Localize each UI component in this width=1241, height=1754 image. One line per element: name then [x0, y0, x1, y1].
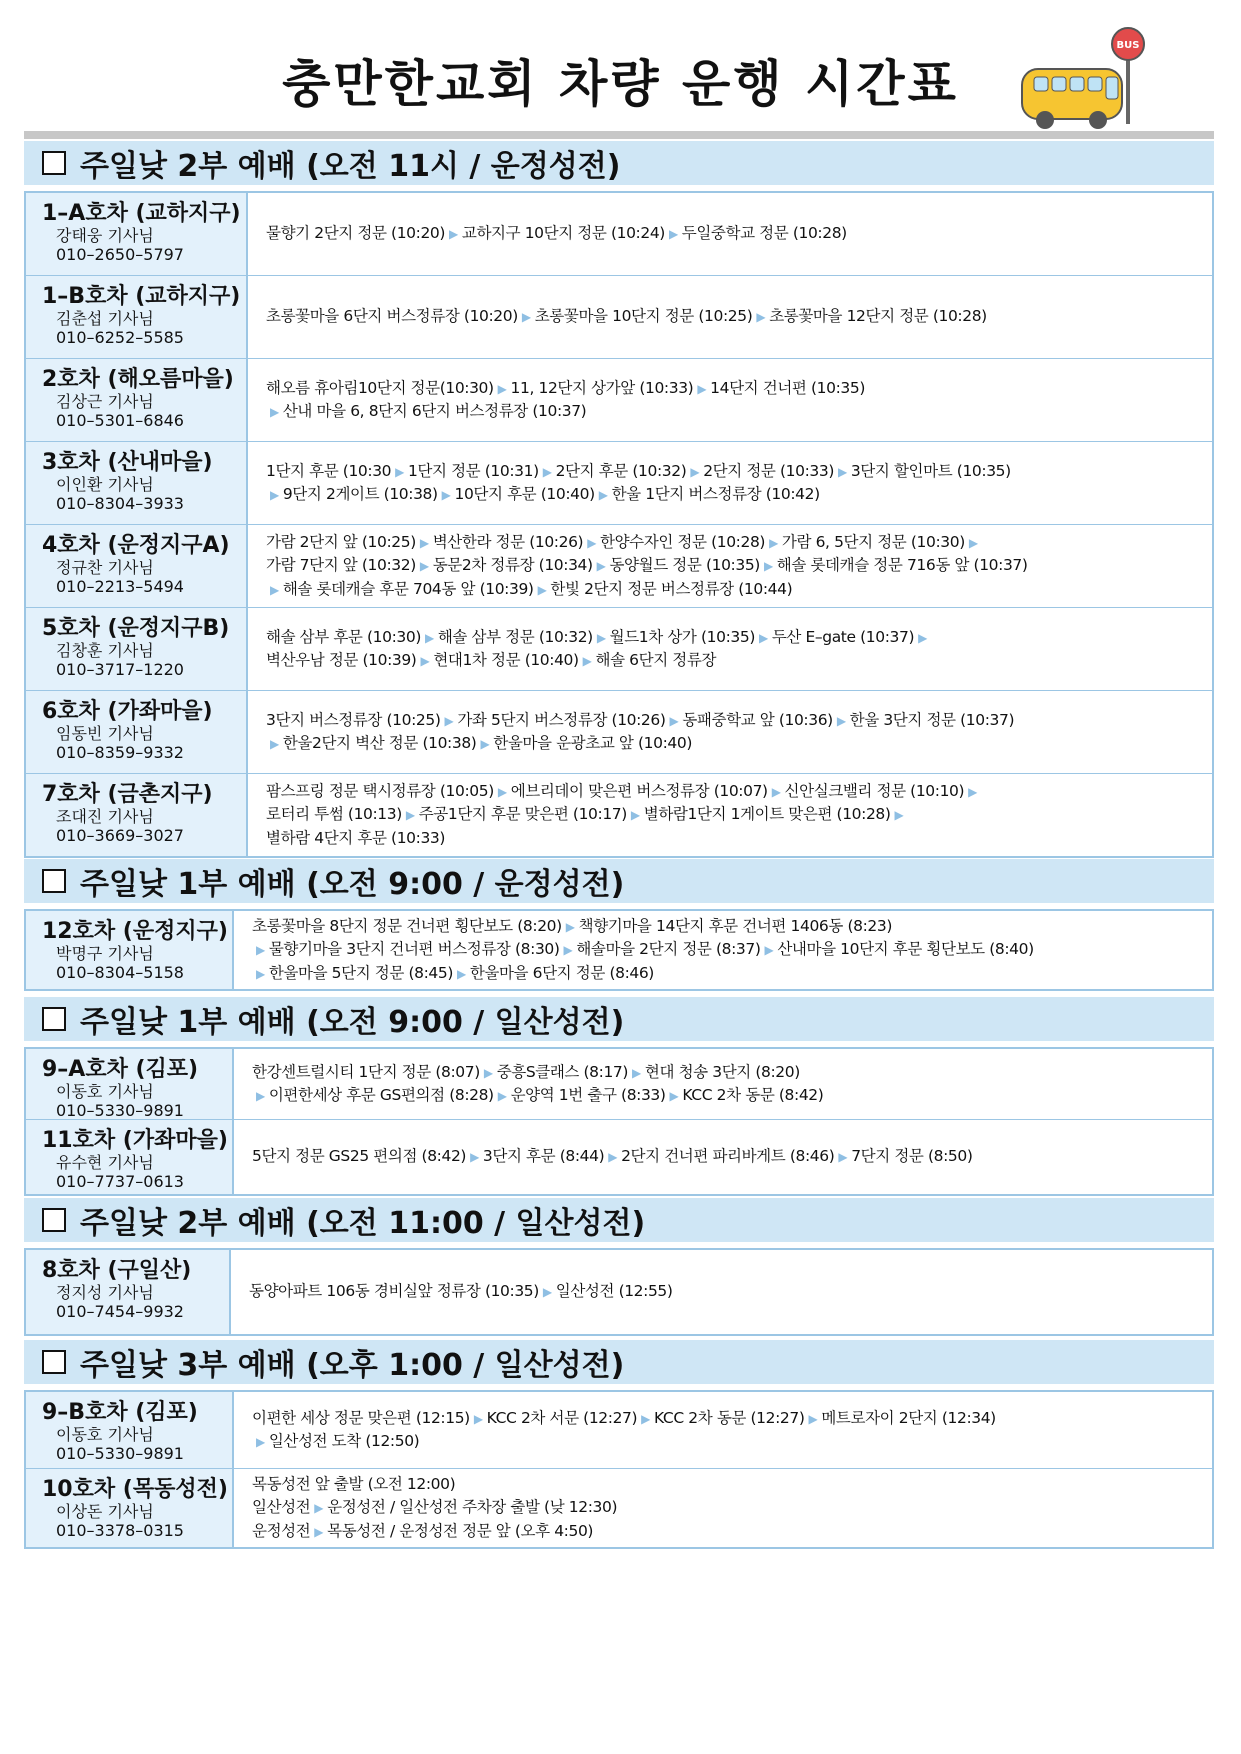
route-stop: 10단지 후문 (10:40) — [454, 485, 595, 503]
arrow-icon: ▶ — [563, 943, 573, 958]
vehicle-name: 7호차 (금촌지구) — [42, 782, 213, 807]
route-stop: 1단지 후문 (10:30 — [266, 461, 392, 480]
route-stop: 한울 1단지 버스정류장 (10:42) — [611, 485, 820, 503]
route-line — [252, 915, 1202, 938]
arrow-icon: ▶ — [968, 536, 978, 551]
driver-name: 유수현 기사님 — [56, 1153, 154, 1172]
route-stops — [248, 608, 1212, 690]
route-stops — [248, 276, 1212, 358]
driver-phone: 010–7454–9932 — [56, 1302, 184, 1321]
vehicle-name: 6호차 (가좌마을) — [42, 699, 213, 724]
route-stop: 가좌 5단지 버스정류장 (10:26) — [457, 710, 666, 729]
route-line — [266, 400, 1202, 423]
vehicle-row — [26, 1250, 1212, 1334]
vehicle-info — [26, 774, 248, 856]
route-stop: 이편한 세상 정문 맞은편 (12:15) — [252, 1408, 470, 1427]
route-stop: 에브리데이 맞은편 버스정류장 (10:07) — [510, 782, 768, 801]
vehicle-row — [26, 442, 1212, 525]
arrow-icon: ▶ — [542, 1285, 552, 1300]
section-heading-text: 주일낮 2부 예배 (오전 11시 / 운정성전) — [80, 149, 621, 184]
section-heading — [24, 1340, 1214, 1384]
checkbox-icon — [42, 869, 66, 893]
route-stop: 2단지 후문 (10:32) — [555, 461, 687, 480]
arrow-icon: ▶ — [473, 1411, 483, 1426]
route-stops — [248, 193, 1212, 275]
driver-name: 강태웅 기사님 — [56, 226, 154, 245]
route-stops — [248, 691, 1212, 773]
route-stop: 메트로자이 2단지 (12:34) — [821, 1408, 996, 1427]
arrow-icon: ▶ — [669, 1089, 679, 1103]
driver-phone: 010–5330–9891 — [56, 1444, 184, 1463]
route-line — [266, 531, 1202, 554]
vehicle-row — [26, 1469, 1212, 1547]
route-stop: 두일중학교 정문 (10:28) — [681, 224, 847, 243]
arrow-icon: ▶ — [587, 536, 597, 551]
arrow-icon: ▶ — [405, 808, 415, 823]
arrow-icon: ▶ — [444, 713, 454, 728]
route-stop: 벽산한라 정문 (10:26) — [432, 533, 584, 552]
vehicle-row — [26, 525, 1212, 608]
vehicle-name: 10호차 (목동성전) — [42, 1477, 228, 1502]
section-heading-text: 주일낮 1부 예배 (오전 9:00 / 일산성전) — [80, 1005, 625, 1040]
route-line — [252, 1084, 1202, 1107]
checkbox-icon — [42, 151, 66, 175]
vehicle-name: 4호차 (운정지구A) — [42, 533, 230, 558]
vehicle-row — [26, 1120, 1212, 1194]
arrow-icon: ▶ — [470, 1150, 479, 1165]
route-stop: 교하지구 10단지 정문 (10:24) — [461, 224, 665, 243]
arrow-icon: ▶ — [424, 630, 434, 645]
route-stop: 산내 마을 6, 8단지 6단지 버스정류장 (10:37) — [282, 402, 587, 420]
arrow-icon: ▶ — [314, 1524, 324, 1539]
arrow-icon: ▶ — [697, 381, 707, 396]
schedule-section — [24, 997, 1214, 1196]
route-stop: 초롱꽃마을 12단지 정문 (10:28) — [769, 307, 987, 326]
driver-name: 박명구 기사님 — [56, 944, 154, 963]
arrow-icon: ▶ — [769, 536, 778, 551]
arrow-icon: ▶ — [836, 713, 846, 728]
route-stops — [248, 774, 1212, 856]
vehicle-info — [26, 1049, 234, 1119]
section-heading-text: 주일낮 2부 예배 (오전 11:00 / 일산성전) — [80, 1206, 646, 1241]
arrow-icon: ▶ — [968, 785, 977, 800]
arrow-icon: ▶ — [497, 381, 507, 396]
arrow-icon: ▶ — [497, 1089, 507, 1103]
section-heading-text: 주일낮 3부 예배 (오후 1:00 / 일산성전) — [80, 1348, 625, 1383]
route-stop: 월드1차 상가 (10:35) — [609, 627, 755, 646]
route-stop: KCC 2차 동문 (12:27) — [654, 1408, 805, 1427]
route-stop: 해솔 삼부 후문 (10:30) — [266, 627, 421, 646]
driver-name: 조대진 기사님 — [56, 807, 154, 826]
driver-name: 이동호 기사님 — [56, 1082, 154, 1101]
vehicle-table — [24, 191, 1214, 858]
route-stop: 책향기마을 14단지 후문 건너편 1406동 (8:23) — [578, 917, 892, 936]
route-line — [252, 1496, 1202, 1519]
route-stop: 초롱꽃마을 8단지 정문 건너편 횡단보도 (8:20) — [252, 917, 562, 936]
schedule-section — [24, 1198, 1214, 1336]
route-stop: 일산성전 (12:55) — [555, 1282, 673, 1301]
route-line — [252, 1061, 1202, 1084]
section-heading — [24, 1198, 1214, 1242]
route-stops — [234, 1049, 1212, 1119]
route-stop: 3단지 후문 (8:44) — [482, 1147, 605, 1166]
route-stop: 한울마을 운광초교 앞 (10:40) — [493, 734, 692, 752]
arrow-icon: ▶ — [270, 737, 279, 751]
vehicle-table — [24, 1248, 1214, 1336]
checkbox-icon — [42, 1208, 66, 1232]
route-line — [252, 1473, 1202, 1496]
route-stop: 로터리 투썸 (10:13) — [266, 805, 402, 824]
arrow-icon: ▶ — [542, 464, 552, 479]
route-line — [266, 732, 1202, 755]
route-stop: 한양수자인 정문 (10:28) — [600, 533, 766, 552]
route-stop: 현대 청송 3단지 (8:20) — [644, 1062, 800, 1081]
arrow-icon: ▶ — [256, 943, 265, 958]
route-stop: 목동성전 / 운정성전 정문 앞 (오후 4:50) — [327, 1521, 594, 1540]
route-stop: 해솔 삼부 정문 (10:32) — [437, 627, 593, 646]
arrow-icon: ▶ — [763, 559, 773, 574]
route-stops — [231, 1250, 1212, 1334]
route-stop: 해솔 롯데캐슬 후문 704동 앞 (10:39) — [282, 579, 534, 598]
vehicle-info — [26, 193, 248, 275]
section-heading — [24, 859, 1214, 903]
route-line — [266, 305, 1202, 328]
arrow-icon: ▶ — [596, 630, 606, 645]
route-stop: 가람 7단지 앞 (10:32) — [266, 556, 416, 575]
arrow-icon: ▶ — [270, 405, 279, 419]
arrow-icon: ▶ — [596, 559, 606, 574]
vehicle-info — [26, 1392, 234, 1468]
arrow-icon: ▶ — [314, 1501, 324, 1516]
route-stops — [234, 1392, 1212, 1468]
vehicle-name: 1–B호차 (교하지구) — [42, 284, 241, 309]
route-stop: 두산 E–gate (10:37) — [771, 627, 915, 646]
arrow-icon: ▶ — [497, 785, 507, 800]
driver-phone: 010–3669–3027 — [56, 826, 184, 845]
driver-name: 이인환 기사님 — [56, 475, 154, 494]
checkbox-icon — [42, 1350, 66, 1374]
route-line — [252, 962, 1202, 985]
route-stop: 한강센트럴시티 1단지 정문 (8:07) — [252, 1062, 480, 1081]
route-line — [252, 938, 1202, 961]
driver-phone: 010–5330–9891 — [56, 1101, 184, 1120]
vehicle-row — [26, 1049, 1212, 1120]
arrow-icon: ▶ — [521, 310, 531, 325]
section-heading — [24, 141, 1214, 185]
route-stop: 운정성전 — [252, 1521, 311, 1540]
route-stop: 한울2단지 벽산 정문 (10:38) — [282, 734, 477, 752]
route-line — [266, 649, 1202, 672]
driver-phone: 010–3717–1220 — [56, 660, 184, 679]
route-stop: 14단지 건너편 (10:35) — [710, 378, 865, 397]
vehicle-name: 3호차 (산내마을) — [42, 450, 213, 475]
arrow-icon: ▶ — [537, 582, 547, 597]
route-stop: 산내마을 10단지 후문 횡단보도 (8:40) — [777, 940, 1034, 959]
vehicle-name: 2호차 (해오름마을) — [42, 367, 234, 392]
route-stop: KCC 2차 동문 (8:42) — [682, 1086, 824, 1104]
vehicle-name: 1–A호차 (교하지구) — [42, 201, 241, 226]
arrow-icon: ▶ — [759, 630, 768, 645]
route-stop: 한울 3단지 정문 (10:37) — [849, 710, 1015, 729]
arrow-icon: ▶ — [256, 966, 265, 981]
driver-phone: 010–8304–5158 — [56, 963, 184, 982]
section-heading-text: 주일낮 1부 예배 (오전 9:00 / 운정성전) — [80, 867, 625, 902]
route-line — [266, 626, 1202, 649]
arrow-icon: ▶ — [668, 227, 678, 242]
vehicle-row — [26, 1392, 1212, 1469]
route-stop: 해솔 롯데캐슬 정문 716동 앞 (10:37) — [776, 556, 1028, 575]
arrow-icon: ▶ — [582, 654, 592, 668]
driver-phone: 010–5301–6846 — [56, 411, 184, 430]
driver-name: 김창훈 기사님 — [56, 641, 154, 660]
route-line — [252, 1145, 1202, 1168]
driver-name: 김춘섭 기사님 — [56, 309, 154, 328]
route-line — [266, 377, 1202, 400]
route-stop: 벽산우남 정문 (10:39) — [266, 651, 417, 669]
route-stop: 2단지 건너편 파리바게트 (8:46) — [621, 1147, 835, 1166]
vehicle-info — [26, 525, 248, 607]
route-stop: 동양아파트 106동 경비실앞 정류장 (10:35) — [249, 1282, 539, 1301]
route-stop: KCC 2차 서문 (12:27) — [486, 1408, 638, 1427]
schedule-section — [24, 1340, 1214, 1549]
route-stop: 7단지 정문 (8:50) — [851, 1147, 973, 1166]
route-stop: 11, 12단지 상가앞 (10:33) — [510, 378, 694, 397]
vehicle-info — [26, 1469, 234, 1547]
driver-name: 이상돈 기사님 — [56, 1502, 154, 1521]
vehicle-info — [26, 1250, 231, 1334]
arrow-icon: ▶ — [808, 1411, 818, 1426]
driver-phone: 010–6252–5585 — [56, 328, 184, 347]
route-stop: 현대1차 정문 (10:40) — [433, 651, 579, 669]
vehicle-name: 12호차 (운정지구) — [42, 919, 228, 944]
arrow-icon: ▶ — [771, 785, 781, 800]
route-stop: 중흥S클래스 (8:17) — [496, 1062, 629, 1081]
route-stop: 물향기 2단지 정문 (10:20) — [266, 224, 446, 243]
driver-phone: 010–7737–0613 — [56, 1172, 184, 1191]
route-stops — [234, 1120, 1212, 1194]
driver-name: 임동빈 기사님 — [56, 724, 154, 743]
route-stop: 2단지 정문 (10:33) — [703, 461, 834, 480]
arrow-icon: ▶ — [838, 464, 847, 479]
arrow-icon: ▶ — [270, 488, 279, 502]
arrow-icon: ▶ — [483, 1065, 493, 1080]
route-line — [266, 709, 1202, 732]
route-stops — [248, 525, 1212, 607]
arrow-icon: ▶ — [419, 559, 429, 574]
vehicle-row — [26, 193, 1212, 276]
vehicle-name: 5호차 (운정지구B) — [42, 616, 230, 641]
route-stop: 3단지 할인마트 (10:35) — [850, 461, 1011, 480]
arrow-icon: ▶ — [480, 737, 490, 751]
page-title: 충만한교회 차량 운행 시간표 — [282, 55, 959, 113]
route-stop: 주공1단지 후문 맞은편 (10:17) — [418, 805, 627, 824]
section-heading — [24, 997, 1214, 1041]
arrow-icon: ▶ — [894, 808, 904, 823]
driver-name: 이동호 기사님 — [56, 1425, 154, 1444]
route-stops — [234, 911, 1212, 989]
route-line — [252, 1520, 1202, 1543]
route-stop: 초롱꽃마을 10단지 정문 (10:25) — [534, 307, 753, 326]
vehicle-info — [26, 442, 248, 524]
arrow-icon: ▶ — [395, 464, 404, 479]
arrow-icon: ▶ — [420, 654, 430, 668]
driver-phone: 010–2213–5494 — [56, 577, 184, 596]
arrow-icon: ▶ — [598, 488, 608, 502]
arrow-icon: ▶ — [608, 1150, 618, 1165]
driver-phone: 010–3378–0315 — [56, 1521, 184, 1540]
arrow-icon: ▶ — [690, 464, 700, 479]
route-line — [266, 483, 1202, 506]
route-stops — [234, 1469, 1212, 1547]
route-line — [266, 222, 1202, 245]
vehicle-info — [26, 276, 248, 358]
bus-sign-text: BUS — [1116, 40, 1140, 51]
route-stop: 팜스프링 정문 택시정류장 (10:05) — [266, 782, 494, 801]
route-stop: 해솔마을 2단지 정문 (8:37) — [576, 940, 761, 959]
route-stop: 가람 2단지 앞 (10:25) — [266, 533, 416, 552]
vehicle-name: 9–A호차 (김포) — [42, 1057, 199, 1082]
vehicle-row — [26, 774, 1212, 856]
arrow-icon: ▶ — [565, 920, 575, 935]
arrow-icon: ▶ — [256, 1089, 265, 1103]
arrow-icon: ▶ — [256, 1435, 265, 1449]
arrow-icon: ▶ — [456, 966, 466, 981]
route-line — [266, 578, 1202, 601]
vehicle-row — [26, 359, 1212, 442]
arrow-icon: ▶ — [419, 536, 429, 551]
route-stop: 해오름 휴아림10단지 정문(10:30) — [266, 378, 494, 397]
vehicle-info — [26, 911, 234, 989]
arrow-icon: ▶ — [838, 1150, 848, 1165]
vehicle-row — [26, 911, 1212, 989]
vehicle-info — [26, 359, 248, 441]
route-line — [266, 554, 1202, 577]
route-stop: 3단지 버스정류장 (10:25) — [266, 710, 441, 729]
route-stops — [248, 359, 1212, 441]
driver-phone: 010–8359–9332 — [56, 743, 184, 762]
route-stop: 별하람 4단지 후문 (10:33) — [266, 828, 446, 847]
route-line — [266, 780, 1202, 803]
vehicle-info — [26, 691, 248, 773]
route-stop: 목동성전 앞 출발 (오전 12:00) — [252, 1475, 456, 1494]
route-stop: 동문2차 정류장 (10:34) — [432, 556, 593, 575]
route-line — [249, 1280, 1202, 1303]
arrow-icon: ▶ — [641, 1411, 650, 1426]
vehicle-name: 9–B호차 (김포) — [42, 1400, 198, 1425]
route-stop: 운정성전 / 일산성전 주차장 출발 (낮 12:30) — [327, 1498, 618, 1517]
arrow-icon: ▶ — [764, 943, 774, 958]
route-stop: 물향기마을 3단지 건너편 버스정류장 (8:30) — [268, 940, 560, 959]
route-stop: 5단지 정문 GS25 편의점 (8:42) — [252, 1147, 467, 1166]
arrow-icon: ▶ — [449, 227, 458, 242]
vehicle-name: 8호차 (구일산) — [42, 1258, 192, 1283]
vehicle-table — [24, 1047, 1214, 1196]
arrow-icon: ▶ — [630, 808, 640, 823]
route-line — [252, 1430, 1202, 1453]
driver-name: 정지성 기사님 — [56, 1283, 154, 1302]
route-stop: 가람 6, 5단지 정문 (10:30) — [781, 533, 965, 552]
route-stop: 운양역 1번 출구 (8:33) — [510, 1086, 666, 1104]
route-stop: 한울마을 6단지 정문 (8:46) — [469, 963, 654, 982]
route-stop: 9단지 2게이트 (10:38) — [282, 485, 438, 503]
route-line — [266, 460, 1202, 483]
schedule-section — [24, 141, 1214, 858]
vehicle-table — [24, 1390, 1214, 1549]
arrow-icon: ▶ — [270, 582, 279, 597]
checkbox-icon — [42, 1007, 66, 1031]
route-line — [266, 803, 1202, 826]
route-stop: 신안실크밸리 정문 (10:10) — [784, 782, 965, 801]
route-stop: 일산성전 도착 (12:50) — [268, 1432, 420, 1450]
route-stop: 초롱꽃마을 6단지 버스정류장 (10:20) — [266, 307, 518, 326]
arrow-icon: ▶ — [918, 630, 927, 645]
route-stop: 한울마을 5단지 정문 (8:45) — [268, 963, 453, 982]
vehicle-table — [24, 909, 1214, 991]
route-stops — [248, 442, 1212, 524]
route-stop: 해솔 6단지 정류장 — [595, 651, 717, 669]
route-line — [252, 1407, 1202, 1430]
driver-phone: 010–8304–3933 — [56, 494, 184, 513]
route-stop: 동패중학교 앞 (10:36) — [682, 710, 833, 729]
vehicle-name: 11호차 (가좌마을) — [42, 1128, 228, 1153]
route-stop: 동양월드 정문 (10:35) — [609, 556, 760, 575]
route-stop: 별하람1단지 1게이트 맞은편 (10:28) — [643, 805, 891, 824]
driver-name: 김상근 기사님 — [56, 392, 154, 411]
title-divider — [24, 131, 1214, 139]
driver-name: 정규찬 기사님 — [56, 558, 154, 577]
vehicle-info — [26, 608, 248, 690]
schedule-section — [24, 859, 1214, 991]
route-stop: 이편한세상 후문 GS편의점 (8:28) — [268, 1086, 494, 1104]
route-stop: 1단지 정문 (10:31) — [407, 461, 539, 480]
arrow-icon: ▶ — [756, 310, 766, 325]
route-stop: 일산성전 — [252, 1498, 311, 1517]
route-line — [266, 827, 1202, 850]
arrow-icon: ▶ — [441, 488, 451, 502]
vehicle-row — [26, 608, 1212, 691]
driver-phone: 010–2650–5797 — [56, 245, 184, 264]
bus-icon — [1020, 24, 1170, 134]
vehicle-row — [26, 276, 1212, 359]
vehicle-row — [26, 691, 1212, 774]
arrow-icon: ▶ — [669, 713, 679, 728]
vehicle-info — [26, 1120, 234, 1194]
arrow-icon: ▶ — [632, 1065, 641, 1080]
route-stop: 한빛 2단지 정문 버스정류장 (10:44) — [550, 579, 793, 598]
